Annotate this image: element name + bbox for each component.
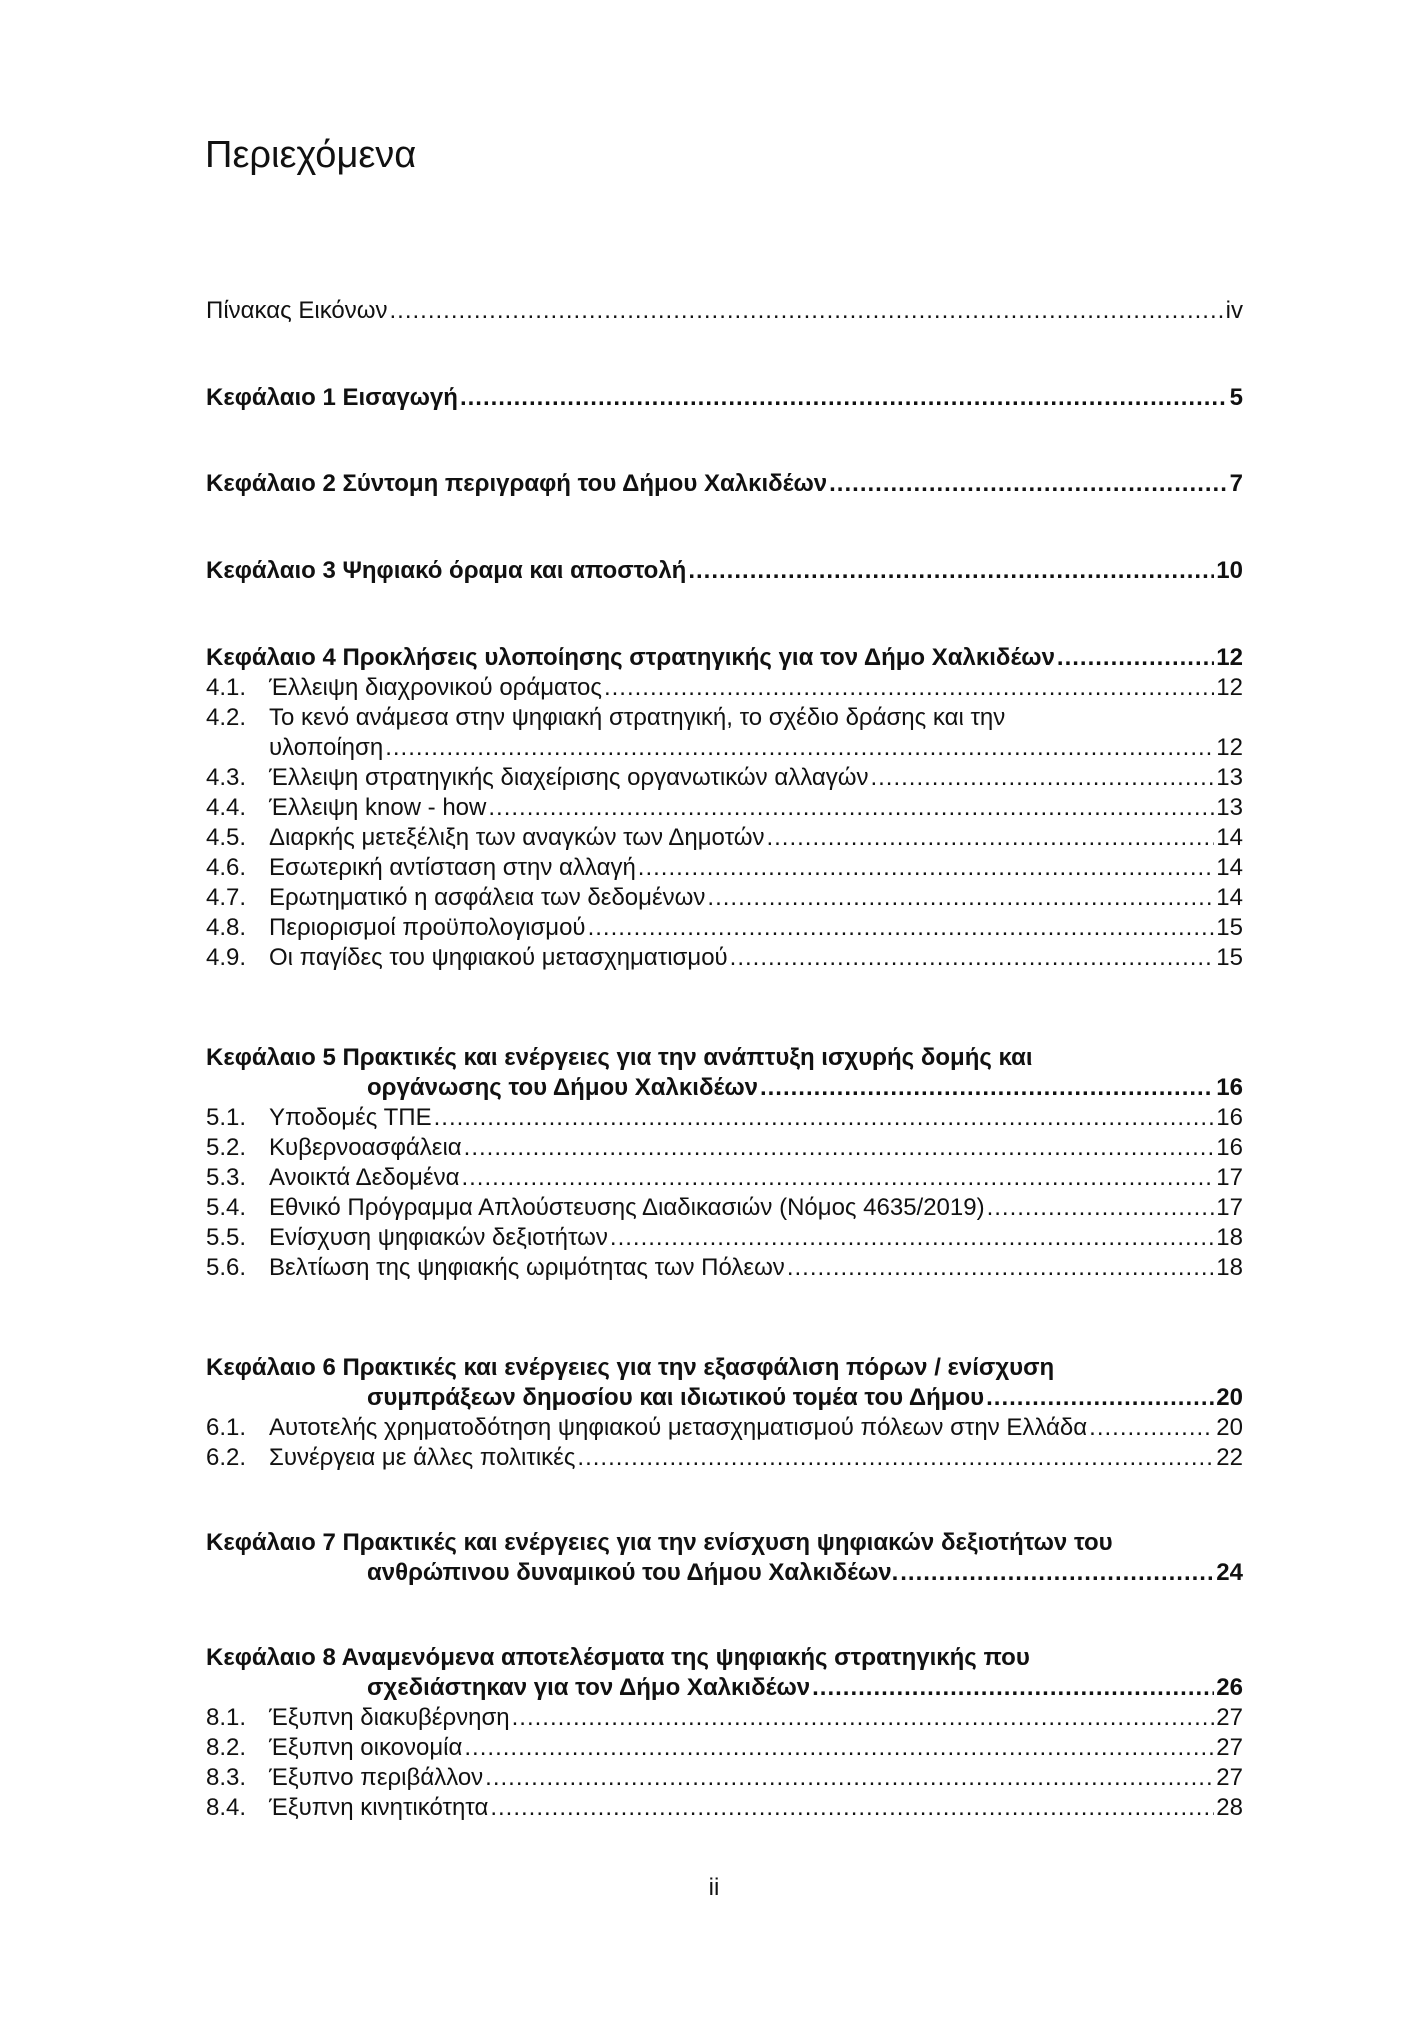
toc-entry-chapter-3[interactable]: [206, 556, 1243, 586]
dot-leader: [460, 383, 1228, 413]
dot-leader: [385, 733, 1214, 763]
dot-leader: [638, 853, 1215, 883]
dot-leader: [1057, 643, 1214, 673]
dot-leader: [461, 1163, 1214, 1193]
toc-entry-number: 4.8.: [206, 914, 247, 941]
toc-entry-page: 13: [1216, 794, 1243, 821]
dot-leader: [707, 883, 1214, 913]
dot-leader: [986, 1383, 1214, 1413]
toc-entry-label: Ερωτηματικό η ασφάλεια των δεδομένων: [269, 884, 706, 911]
toc-entry-chapter-8-first-line[interactable]: [206, 1643, 1030, 1673]
toc-entry-page: 5: [1229, 384, 1243, 411]
toc-entry-chapter-7[interactable]: [367, 1558, 1243, 1588]
toc-entry-5-4[interactable]: [206, 1193, 1243, 1223]
toc-entry-number: 8.3.: [206, 1764, 247, 1791]
toc-entry-page: 16: [1216, 1074, 1243, 1101]
toc-entry-label: Αυτοτελής χρηματοδότηση ψηφιακού μετασχηματισμού πόλεων στην Ελλάδα: [269, 1414, 1088, 1441]
toc-entry-label: Εσωτερική αντίσταση στην αλλαγή: [269, 854, 636, 881]
toc-entry-label: Κεφάλαιο 5 Πρακτικές και ενέργειες για την ανάπτυξη ισχυρής δομής και: [206, 1044, 1033, 1071]
toc-entry-label: Έλλειψη know - how: [269, 794, 487, 821]
toc-entry-chapter-2[interactable]: [206, 469, 1243, 499]
dot-leader: [390, 296, 1224, 326]
toc-entry-label: Βελτίωση της ψηφιακής ωριμότητας των Πόλεων: [269, 1254, 785, 1281]
dot-leader: [490, 1793, 1214, 1823]
dot-leader: [604, 673, 1214, 703]
toc-entry-page: 24: [1216, 1559, 1243, 1586]
dot-leader: [812, 1673, 1214, 1703]
toc-entry-label: Κεφάλαιο 6 Πρακτικές και ενέργειες για την εξασφάλιση πόρων / ενίσχυση: [206, 1354, 1055, 1381]
toc-entry-4-6[interactable]: [206, 853, 1243, 883]
dot-leader: [488, 793, 1214, 823]
dot-leader: [1089, 1413, 1214, 1443]
toc-entry-page: 27: [1216, 1764, 1243, 1791]
toc-entry-label: Ανοικτά Δεδομένα: [269, 1164, 460, 1191]
toc-entry-label-continued: ανθρώπινου δυναμικού του Δήμου Χαλκιδέων.: [367, 1559, 899, 1586]
toc-entry-number: 4.1.: [206, 674, 247, 701]
toc-entry-page: 12: [1216, 734, 1243, 761]
toc-entry-number: 6.1.: [206, 1414, 247, 1441]
toc-entry-label: Το κενό ανάμεσα στην ψηφιακή στρατηγική, το σχέδιο δράσης και την: [269, 704, 1006, 731]
toc-entry-number: 8.1.: [206, 1704, 247, 1731]
toc-entry-label-continued: συμπράξεων δημοσίου και ιδιωτικού τομέα του Δήμου: [367, 1384, 985, 1411]
dot-leader: [512, 1703, 1215, 1733]
dot-leader: [610, 1223, 1214, 1253]
toc-entry-page: 17: [1216, 1194, 1243, 1221]
toc-entry-4-9[interactable]: [206, 943, 1243, 973]
toc-entry-8-1[interactable]: [206, 1703, 1243, 1733]
toc-entry-chapter-7-first-line[interactable]: [206, 1528, 1113, 1558]
toc-entry-label: Οι παγίδες του ψηφιακού μετασχηματισμού: [269, 944, 728, 971]
toc-entry-chapter-6[interactable]: [367, 1383, 1243, 1413]
toc-entry-label: Έλλειψη διαχρονικού οράματος: [269, 674, 602, 701]
toc-entry-number: 4.3.: [206, 764, 247, 791]
toc-entry-chapter-5[interactable]: [367, 1073, 1243, 1103]
toc-entry-number: 5.2.: [206, 1134, 247, 1161]
toc-entry-page: 13: [1216, 764, 1243, 791]
toc-entry-page: 12: [1216, 674, 1243, 701]
toc-entry-number: 5.1.: [206, 1104, 247, 1131]
dot-leader: [577, 1443, 1214, 1473]
toc-entry-label: Κυβερνοασφάλεια: [269, 1134, 462, 1161]
toc-entry-5-6[interactable]: [206, 1253, 1243, 1283]
toc-entry-4-5[interactable]: [206, 823, 1243, 853]
dot-leader: [870, 763, 1214, 793]
toc-entry-page: 17: [1216, 1164, 1243, 1191]
toc-entry-5-1[interactable]: [206, 1103, 1243, 1133]
toc-entry-number: 8.2.: [206, 1734, 247, 1761]
toc-entry-label: Κεφάλαιο 4 Προκλήσεις υλοποίησης στρατηγικής για τον Δήμο Χαλκιδέων: [206, 644, 1055, 671]
dot-leader: [829, 469, 1228, 499]
toc-entry-number: 5.5.: [206, 1224, 247, 1251]
dot-leader: [688, 556, 1214, 586]
toc-entry-5-5[interactable]: [206, 1223, 1243, 1253]
dot-leader: [900, 1558, 1214, 1588]
toc-entry-label: Κεφάλαιο 7 Πρακτικές και ενέργειες για την ενίσχυση ψηφιακών δεξιοτήτων του: [206, 1529, 1113, 1556]
toc-entry-number: 5.3.: [206, 1164, 247, 1191]
toc-entry-label: Έξυπνη οικονομία: [269, 1734, 463, 1761]
toc-entry-4-7[interactable]: [206, 883, 1243, 913]
toc-entry-page: 15: [1216, 914, 1243, 941]
dot-leader: [787, 1253, 1214, 1283]
dot-leader: [766, 823, 1214, 853]
toc-entry-4-1[interactable]: [206, 673, 1243, 703]
toc-entry-label: Περιορισμοί προϋπολογισμού: [269, 914, 586, 941]
dot-leader: [434, 1103, 1215, 1133]
dot-leader: [464, 1733, 1214, 1763]
toc-entry-label: Υποδομές ΤΠΕ: [269, 1104, 432, 1131]
toc-entry-number: 5.4.: [206, 1194, 247, 1221]
toc-entry-page: 20: [1216, 1414, 1243, 1441]
dot-leader: [588, 913, 1215, 943]
toc-entry-label-continued: οργάνωσης του Δήμου Χαλκιδέων: [367, 1074, 758, 1101]
toc-entry-8-3[interactable]: [206, 1763, 1243, 1793]
toc-entry-label-continued: σχεδιάστηκαν για τον Δήμο Χαλκιδέων: [367, 1674, 811, 1701]
toc-entry-page: 14: [1216, 824, 1243, 851]
toc-entry-6-1[interactable]: [206, 1413, 1243, 1443]
toc-entry-page: 18: [1216, 1254, 1243, 1281]
toc-entry-label: Έλλειψη στρατηγικής διαχείρισης οργανωτικών αλλαγών: [269, 764, 869, 791]
toc-entry-number: 8.4.: [206, 1794, 247, 1821]
toc-entry-page: iv: [1225, 297, 1243, 324]
toc-entry-page: 10: [1216, 557, 1243, 584]
toc-entry-4-8[interactable]: [206, 913, 1243, 943]
toc-entry-number: 6.2.: [206, 1444, 247, 1471]
toc-entry-label: Κεφάλαιο 1 Εισαγωγή: [206, 384, 458, 411]
dot-leader: [730, 943, 1215, 973]
toc-entry-4-4[interactable]: [206, 793, 1243, 823]
toc-entry-number: 4.6.: [206, 854, 247, 881]
toc-entry-label: Έξυπνη κινητικότητα: [269, 1794, 489, 1821]
toc-entry-label: Κεφάλαιο 3 Ψηφιακό όραμα και αποστολή: [206, 557, 687, 584]
toc-entry-page: 26: [1216, 1674, 1243, 1701]
toc-entry-4-2-first-line[interactable]: [206, 703, 1005, 733]
toc-entry-label: Έξυπνο περιβάλλον: [269, 1764, 484, 1791]
toc-entry-number: 4.7.: [206, 884, 247, 911]
toc-entry-page: 18: [1216, 1224, 1243, 1251]
toc-entry-page: 14: [1216, 854, 1243, 881]
toc-entry-page: 12: [1216, 644, 1243, 671]
toc-entry-chapter-6-first-line[interactable]: [206, 1353, 1054, 1383]
toc-entry-chapter-4[interactable]: [206, 643, 1243, 673]
toc-entry-4-2[interactable]: [269, 733, 1243, 763]
toc-entry-label: Διαρκής μετεξέλιξη των αναγκών των Δημοτών: [269, 824, 765, 851]
toc-entry-label: Εθνικό Πρόγραμμα Απλούστευσης Διαδικασιών (Νόμος 4635/2019): [269, 1194, 985, 1221]
toc-entry-label: Ενίσχυση ψηφιακών δεξιοτήτων: [269, 1224, 608, 1251]
toc-entry-page: 16: [1216, 1104, 1243, 1131]
dot-leader: [464, 1133, 1215, 1163]
toc-entry-5-2[interactable]: [206, 1133, 1243, 1163]
toc-entry-chapter-5-first-line[interactable]: [206, 1043, 1033, 1073]
page-title: Περιεχόμενα: [205, 134, 417, 176]
toc-entry-chapter-8[interactable]: [367, 1673, 1243, 1703]
page-number: ii: [708, 1874, 720, 1901]
toc-entry-number: 4.2.: [206, 704, 247, 731]
toc-entry-6-2[interactable]: [206, 1443, 1243, 1473]
toc-entry-page: 7: [1229, 470, 1243, 497]
dot-leader: [987, 1193, 1215, 1223]
toc-entry-label-continued: υλοποίηση: [269, 734, 384, 761]
toc-entry-label: Έξυπνη διακυβέρνηση: [269, 1704, 510, 1731]
toc-entry-label: Συνέργεια με άλλες πολιτικές: [269, 1444, 576, 1471]
toc-entry-page: 14: [1216, 884, 1243, 911]
toc-entry-page: 28: [1216, 1794, 1243, 1821]
toc-entry-figures[interactable]: [206, 296, 1243, 326]
toc-entry-page: 15: [1216, 944, 1243, 971]
toc-entry-number: 4.5.: [206, 824, 247, 851]
dot-leader: [485, 1763, 1214, 1793]
toc-entry-label: Πίνακας Εικόνων: [206, 297, 388, 324]
toc-entry-page: 16: [1216, 1134, 1243, 1161]
toc-entry-label: Κεφάλαιο 2 Σύντομη περιγραφή του Δήμου Χαλκιδέων: [206, 470, 828, 497]
dot-leader: [760, 1073, 1214, 1103]
toc-entry-page: 27: [1216, 1734, 1243, 1761]
toc-entry-8-2[interactable]: [206, 1733, 1243, 1763]
toc-entry-5-3[interactable]: [206, 1163, 1243, 1193]
toc-entry-label: Κεφάλαιο 8 Αναμενόμενα αποτελέσματα της ψηφιακής στρατηγικής που: [206, 1644, 1030, 1671]
toc-entry-page: 20: [1216, 1384, 1243, 1411]
toc-entry-number: 4.4.: [206, 794, 247, 821]
toc-entry-number: 4.9.: [206, 944, 247, 971]
toc-entry-page: 27: [1216, 1704, 1243, 1731]
toc-entry-4-3[interactable]: [206, 763, 1243, 793]
toc-entry-number: 5.6.: [206, 1254, 247, 1281]
toc-entry-8-4[interactable]: [206, 1793, 1243, 1823]
toc-entry-page: 22: [1216, 1444, 1243, 1471]
toc-entry-chapter-1[interactable]: [206, 383, 1243, 413]
